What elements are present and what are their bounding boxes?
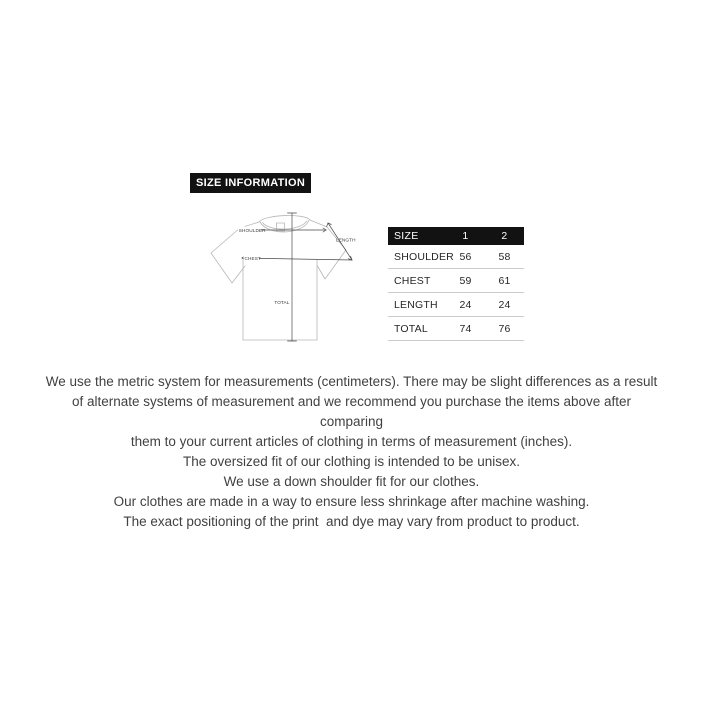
row-value: 76 (485, 317, 524, 341)
size-table (388, 227, 524, 341)
total-label: TOTAL (274, 300, 290, 305)
description-line: We use a down shoulder fit for our clothes. (223, 474, 480, 489)
description-line: The oversized fit of our clothing is intended to be unisex. (183, 454, 520, 469)
row-value: 59 (446, 269, 485, 293)
description-line: The exact positioning of the print and dye may vary from product to product. (123, 514, 580, 529)
table-row-chest (388, 269, 524, 293)
description-line: We use the metric system for measurements (centimeters). There may be slight differences as a result (45, 374, 658, 389)
size-information-badge: SIZE INFORMATION (190, 173, 311, 193)
row-label: SHOULDER (388, 245, 446, 269)
measurement-description (0, 372, 703, 532)
row-value: 61 (485, 269, 524, 293)
diagram-labels (238, 227, 356, 306)
row-label: LENGTH (388, 293, 446, 317)
row-value: 56 (446, 245, 485, 269)
row-value: 24 (485, 293, 524, 317)
size-table-header-2: 2 (485, 227, 524, 245)
description-line: comparing (319, 414, 384, 429)
shoulder-label: SHOULDER (238, 228, 266, 233)
description-line: of alternate systems of measurement and we recommend you purchase the items above after (71, 394, 632, 409)
description-line: them to your current articles of clothing in terms of measurement (inches). (130, 434, 573, 449)
table-row-length (388, 293, 524, 317)
tshirt-diagram (195, 205, 380, 350)
size-table-header-size: SIZE (388, 227, 446, 245)
chest-label: CHEST (244, 256, 261, 261)
size-table-header-1: 1 (446, 227, 485, 245)
tshirt-diagram-svg (195, 205, 380, 350)
tshirt-outline-icon (211, 215, 346, 340)
row-label: TOTAL (388, 317, 446, 341)
row-label: CHEST (388, 269, 446, 293)
description-line: Our clothes are made in a way to ensure less shrinkage after machine washing. (113, 494, 590, 509)
table-row-total (388, 317, 524, 341)
table-row-shoulder (388, 245, 524, 269)
row-value: 58 (485, 245, 524, 269)
length-label: LENGTH (336, 237, 356, 243)
size-table-header-row (388, 227, 524, 245)
row-value: 24 (446, 293, 485, 317)
row-value: 74 (446, 317, 485, 341)
